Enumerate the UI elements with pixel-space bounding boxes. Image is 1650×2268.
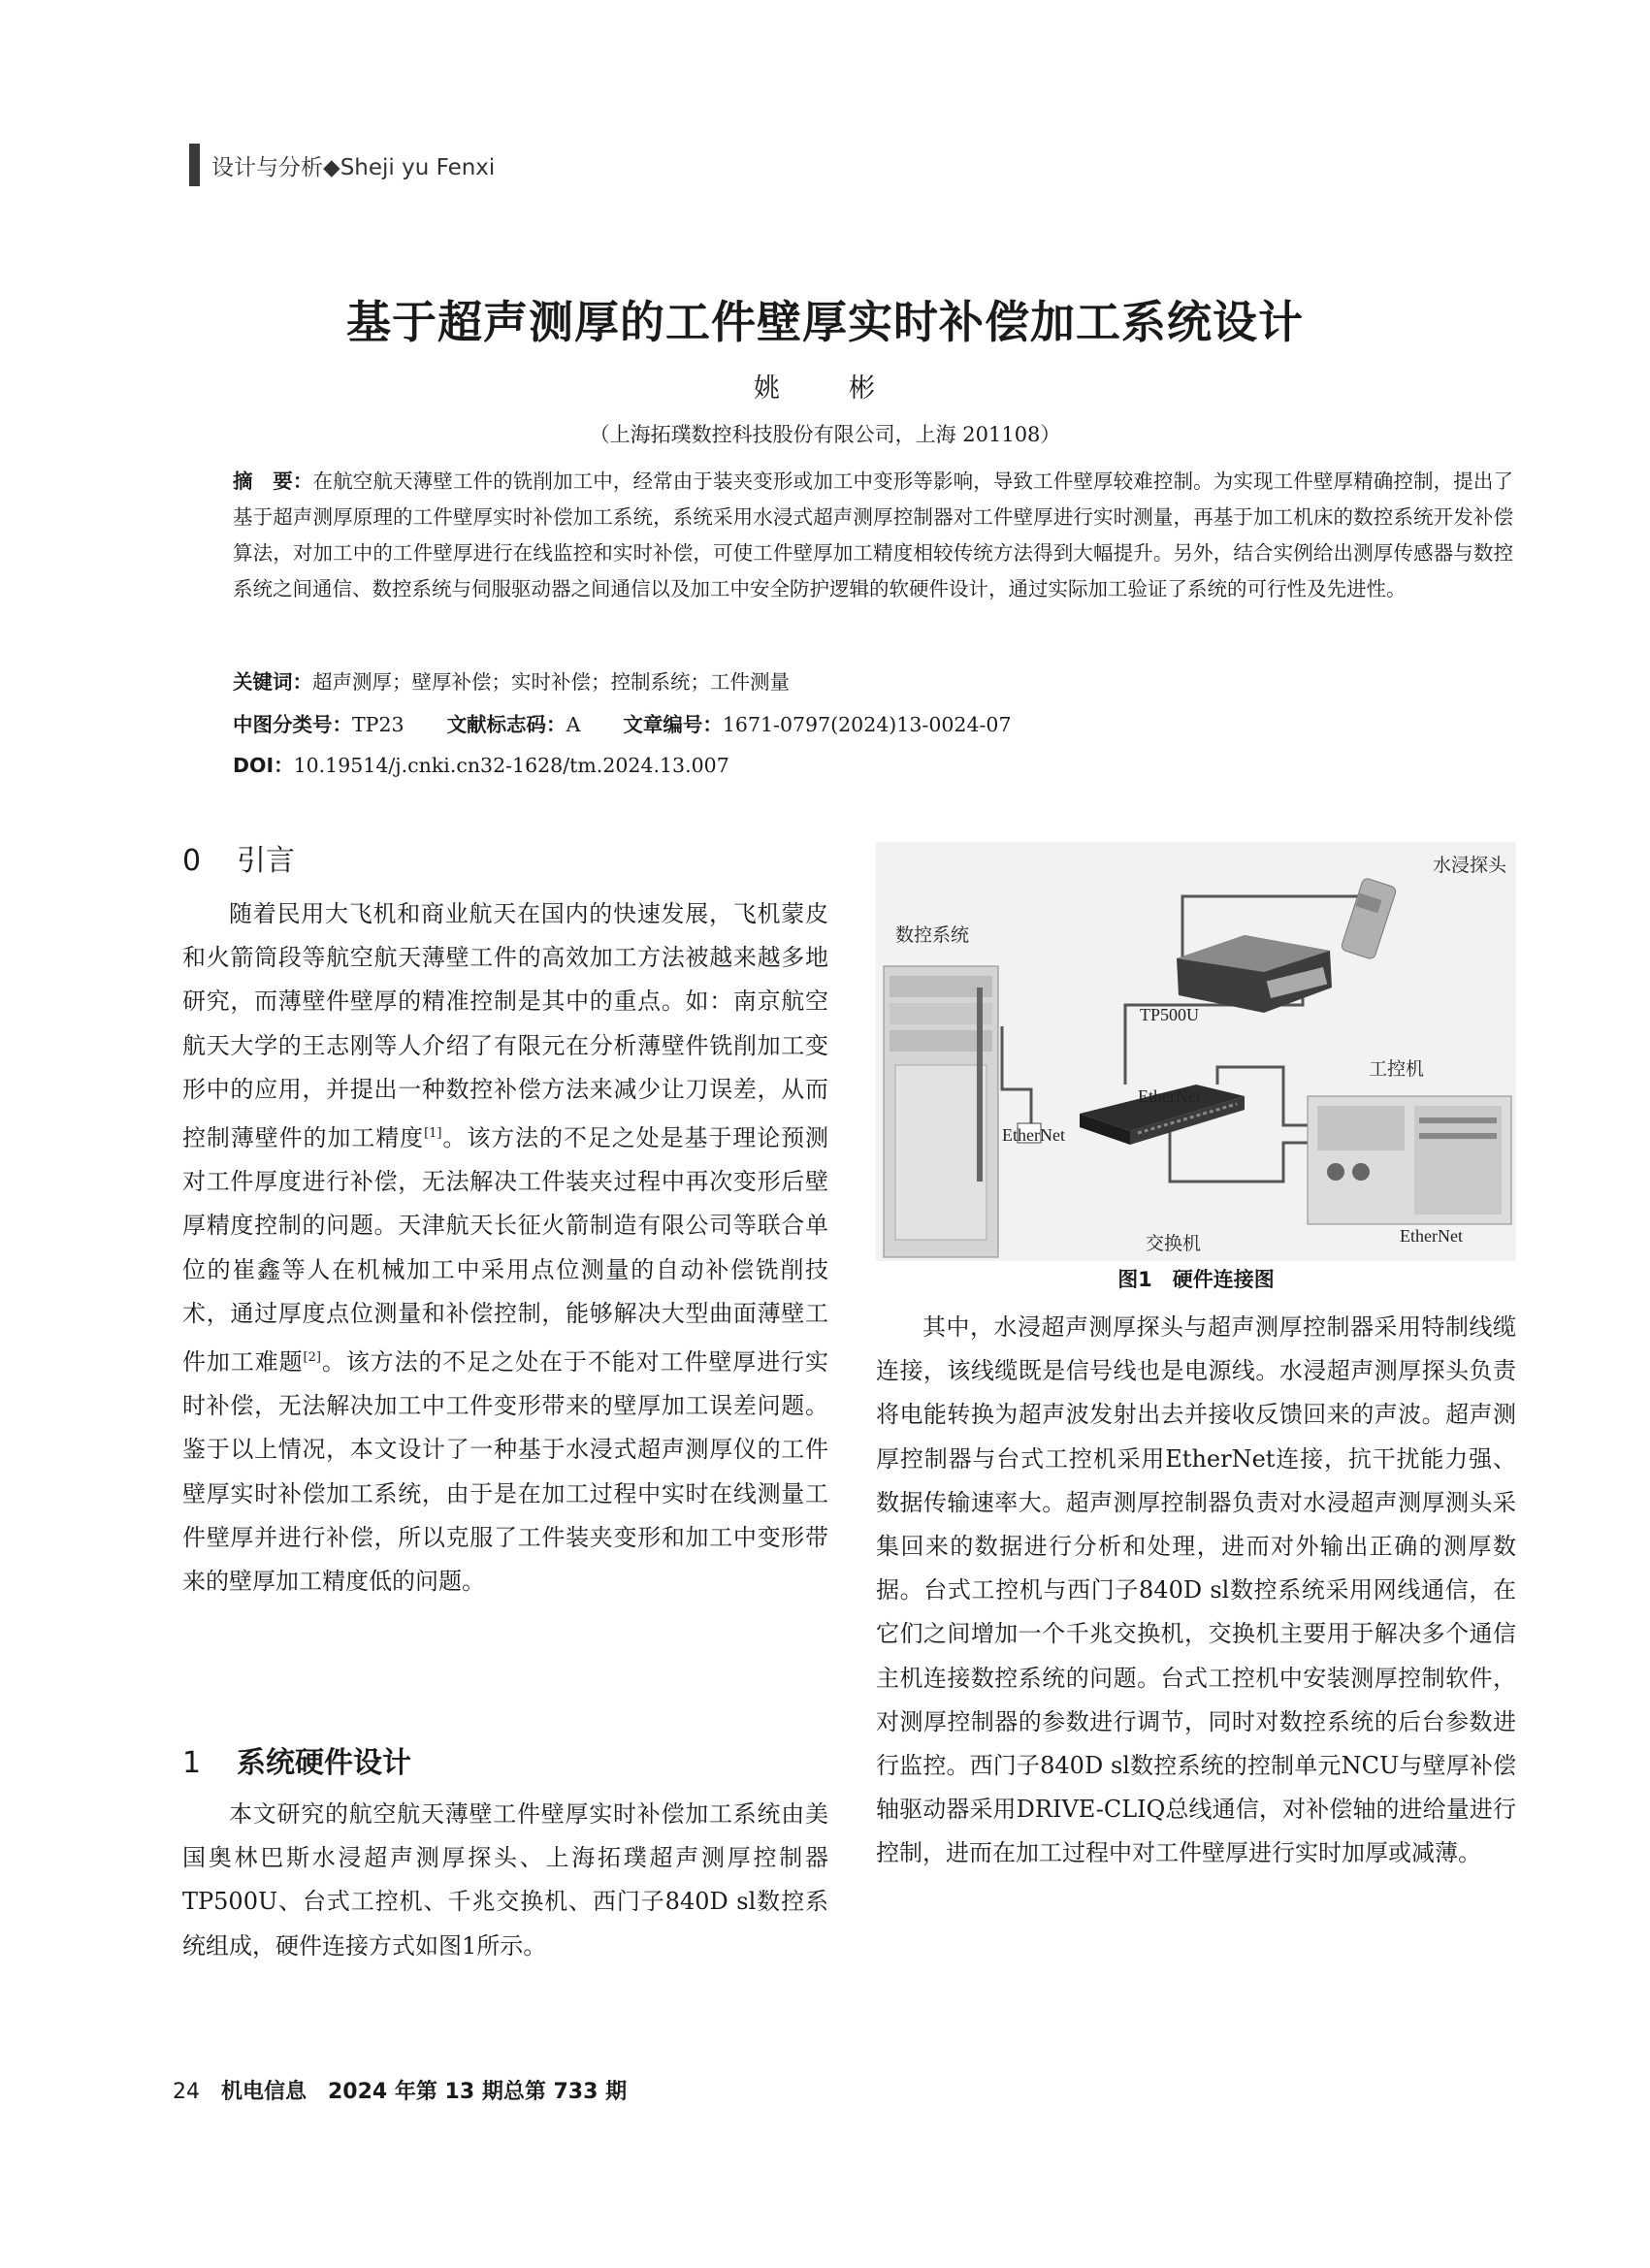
industrial-pc-icon [1308, 1096, 1511, 1224]
cnc-cabinet-icon [884, 966, 998, 1257]
citation-ref-1: [1] [424, 1126, 442, 1142]
label-ipc: 工控机 [1369, 1059, 1425, 1080]
running-header [189, 144, 495, 186]
keywords-label: 关键词： [233, 670, 312, 694]
label-ethernet-top: EtherNet [1138, 1086, 1201, 1106]
doi-value: 10.19514/j.cnki.cn32-1628/tm.2024.13.007 [293, 754, 729, 777]
label-ethernet-right: EtherNet [1400, 1226, 1463, 1246]
doc-code-value: A [566, 713, 581, 736]
section-heading-intro [182, 836, 295, 879]
doi-label: DOI： [233, 754, 294, 777]
section-heading-hardware [182, 1738, 411, 1781]
keywords-text: 超声测厚；壁厚补偿；实时补偿；控制系统；工件测量 [312, 670, 790, 694]
paper-title: 基于超声测厚的工件壁厚实时补偿加工系统设计 [346, 296, 1304, 348]
label-tp500u: TP500U [1140, 1005, 1200, 1024]
header-bar [189, 144, 200, 186]
author: 姚 彬 [754, 373, 896, 404]
page-number: 24 [173, 2080, 200, 2104]
hardware-paragraph [182, 1793, 828, 1968]
clc-value: TP23 [352, 713, 404, 736]
right-text: 其中，水浸超声测厚探头与超声测厚控制器采用特制线缆连接，该线缆既是信号线也是电源线。水浸超声测厚探头负责将电能转换为超声波发射出去并接收反馈回来的声波。超声测厚控制器与台式工控机采用EtherNet连接，抗干扰能力强、数据传输速率大。超声测厚控制器负责对水浸超声测厚测头采集回来的数据进行分析和处理，进而对外输出正确的测厚数据。台式工控机与西门子840D sl数控系统采用网线通信，在它们之间增加一个千兆交换机，交换机主要用于解决多个通信主机连接数控系统的问题。台式工控机中安装测厚控制软件，对测厚控制器的参数进行调节，同时对数控系统的后台参数进行监控。西门子840D sl数控系统的控制单元NCU与壁厚补偿轴驱动器采用DRIVE-CLIQ总线通信，对补偿轴的进给量进行控制，进而在加工过程中对工件壁厚进行实时加厚或减薄。 [876, 1313, 1516, 1867]
clc-label: 中图分类号： [233, 713, 352, 736]
section-header-text: 设计与分析◆Sheji yu Fenxi [211, 154, 496, 180]
label-cnc: 数控系统 [895, 925, 970, 946]
intro-text-a: 随着民用大飞机和商业航天在国内的快速发展，飞机蒙皮和火箭筒段等航空航天薄壁工件的高效加工方法被越来越多地研究，而薄壁件壁厚的精准控制是其中的重点。如：南京航空航天大学的王志刚等人介绍了有限元在分析薄壁件铣削加工变形中的应用，并提出一种数控补偿方法来减少让刀误差，从而控制薄壁件的加工精度 [182, 900, 828, 1152]
classification-line [233, 708, 1012, 737]
label-probe: 水浸探头 [1432, 856, 1507, 876]
article-no-value: 1671-0797(2024)13-0024-07 [722, 713, 1012, 736]
intro-paragraph [182, 892, 828, 1604]
abstract-label: 摘 要： [233, 470, 313, 493]
citation-ref-2: [2] [303, 1350, 321, 1366]
right-paragraph [876, 1306, 1516, 1876]
affiliation: （上海拓璞数控科技股份有限公司，上海 201108） [589, 423, 1061, 446]
page-footer [173, 2075, 627, 2105]
intro-text-b: 。该方法的不足之处是基于理论预测对工件厚度进行补偿，无法解决工件装夹过程中再次变形后壁厚精度控制的问题。天津航天长征火箭制造有限公司等联合单位的崔鑫等人在机械加工中采用点位测量的自动补偿铣削技术，通过厚度点位测量和补偿控制，能够解决大型曲面薄壁工件加工难题 [182, 1124, 829, 1377]
journal-issue: 机电信息 2024 年第 13 期总第 733 期 [221, 2080, 628, 2104]
figure-hardware-connection [876, 842, 1516, 1261]
abstract [233, 464, 1513, 607]
figure-caption: 图1 硬件连接图 [1117, 1268, 1275, 1291]
label-switch: 交换机 [1146, 1234, 1202, 1254]
abstract-text: 在航空航天薄壁工件的铣削加工中，经常由于装夹变形或加工中变形等影响，导致工件壁厚较难控制。为实现工件壁厚精确控制，提出了基于超声测厚原理的工件壁厚实时补偿加工系统，系统采用水浸式超声测厚控制器对工件壁厚进行实时测量，再基于加工机床的数控系统开发补偿算法，对加工中的工件壁厚进行在线监控和实时补偿，可使工件壁厚加工精度相较传统方法得到大幅提升。另外，结合实例给出测厚传感器与数控系统之间通信、数控系统与伺服驱动器之间通信以及加工中安全防护逻辑的软硬件设计，通过实际加工验证了系统的可行性及先进性。 [233, 470, 1514, 600]
label-ethernet-left: EtherNet [1002, 1125, 1065, 1145]
doc-code-label: 文献标志码： [446, 713, 566, 736]
section-number: 1 [182, 1746, 202, 1780]
doi-line [233, 749, 729, 778]
section-title: 引言 [237, 844, 295, 878]
intro-text-c: 。该方法的不足之处在于不能对工件壁厚进行实时补偿，无法解决加工中工件变形带来的壁厚加工误差问题。鉴于以上情况，本文设计了一种基于水浸式超声测厚仪的工件壁厚实时补偿加工系统，由于是在加工过程中实时在线测量工件壁厚并进行补偿，所以克服了工件装夹变形和加工中变形带来的壁厚加工精度低的问题。 [182, 1348, 829, 1596]
article-no-label: 文章编号： [623, 713, 723, 736]
hardware-text: 本文研究的航空航天薄壁工件壁厚实时补偿加工系统由美国奥林巴斯水浸超声测厚探头、上海拓璞超声测厚控制器TP500U、台式工控机、千兆交换机、西门子840D sl数控系统组成，硬件连接方式如图1所示。 [182, 1800, 828, 1960]
keywords [233, 665, 790, 695]
section-number: 0 [182, 844, 202, 878]
section-title: 系统硬件设计 [237, 1746, 411, 1780]
figure-svg [876, 842, 1516, 1261]
